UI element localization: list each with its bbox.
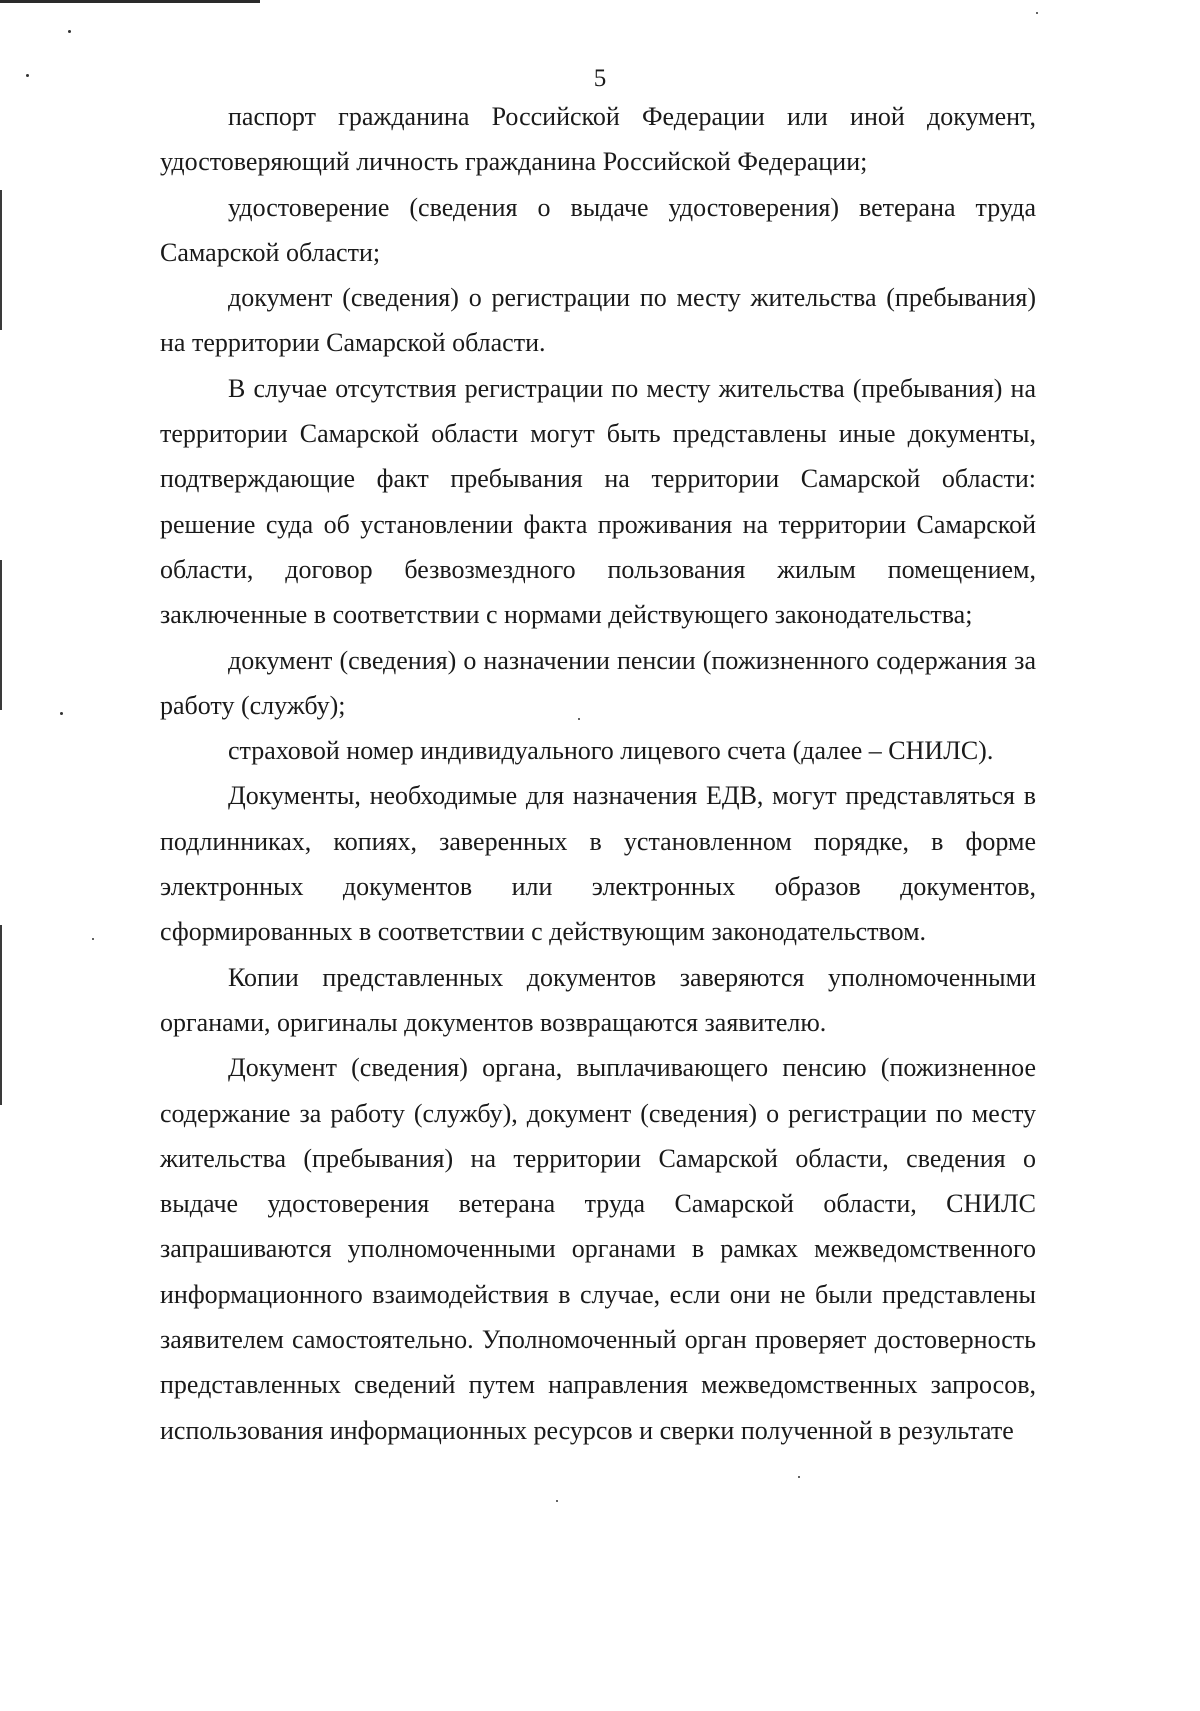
paragraph: страховой номер индивидуального лицевого счета (далее – СНИЛС). <box>228 736 994 766</box>
paragraph: паспорт гражданина Российской Федерации или иной документ, удостоверяющий личность гражданина Российской Федерации; <box>160 102 1036 177</box>
scan-speck <box>68 30 71 33</box>
paragraph: удостоверение (сведения о выдаче удостоверения) ветерана труда Самарской области; <box>160 192 1036 267</box>
scan-speck <box>92 938 94 940</box>
paragraph: документ (сведения) о регистрации по месту жительства (пребывания) на территории Самарской области. <box>160 283 1036 358</box>
paragraph: Документы, необходимые для назначения ЕДВ, могут представляться в подлинниках, копиях, заверенных в установленном порядке, в форме электронных документов или электронных образов документов, сформированных в соответствии с действующим законодательством. <box>160 781 1036 947</box>
paragraph: документ (сведения) о назначении пенсии (пожизненного содержания за работу (службу); <box>160 645 1036 720</box>
page-number: 5 <box>593 65 607 92</box>
paragraph: В случае отсутствия регистрации по месту жительства (пребывания) на территории Самарской области могут быть представлены иные документы, подтверждающие факт пребывания на территории Самарской области: решение суда об установлении факта проживания на территории Самарской области, договор безвозмездного пользования жилым помещением, заключенные в соответствии с нормами действующего законодательства; <box>160 373 1036 630</box>
scan-speck <box>798 1476 800 1478</box>
scan-edge-top <box>0 0 260 3</box>
scan-speck <box>556 1500 558 1502</box>
paragraph: Копии представленных документов заверяются уполномоченными органами, оригиналы документов возвращаются заявителю. <box>160 962 1036 1037</box>
scan-edge-left <box>0 190 2 330</box>
paragraph: Документ (сведения) органа, выплачивающего пенсию (пожизненное содержание за работу (службу), документ (сведения) о регистрации по месту жительства (пребывания) на территории Самарской области, сведения о выдаче удостоверения ветерана труда Самарской области, СНИЛС запрашиваются уполномоченными органами в рамках межведомственного информационного взаимодействия в случае, если они не были представлены заявителем самостоятельно. Уполномоченный орган проверяет достоверность представленных сведений путем направления межведомственных запросов, использования информационных ресурсов и сверки полученной в результате <box>160 1053 1036 1445</box>
scan-edge-left <box>0 560 2 710</box>
document-body <box>160 94 1036 1453</box>
scan-edge-left <box>0 925 2 1105</box>
scan-speck <box>1036 12 1038 14</box>
scan-speck <box>60 712 63 715</box>
